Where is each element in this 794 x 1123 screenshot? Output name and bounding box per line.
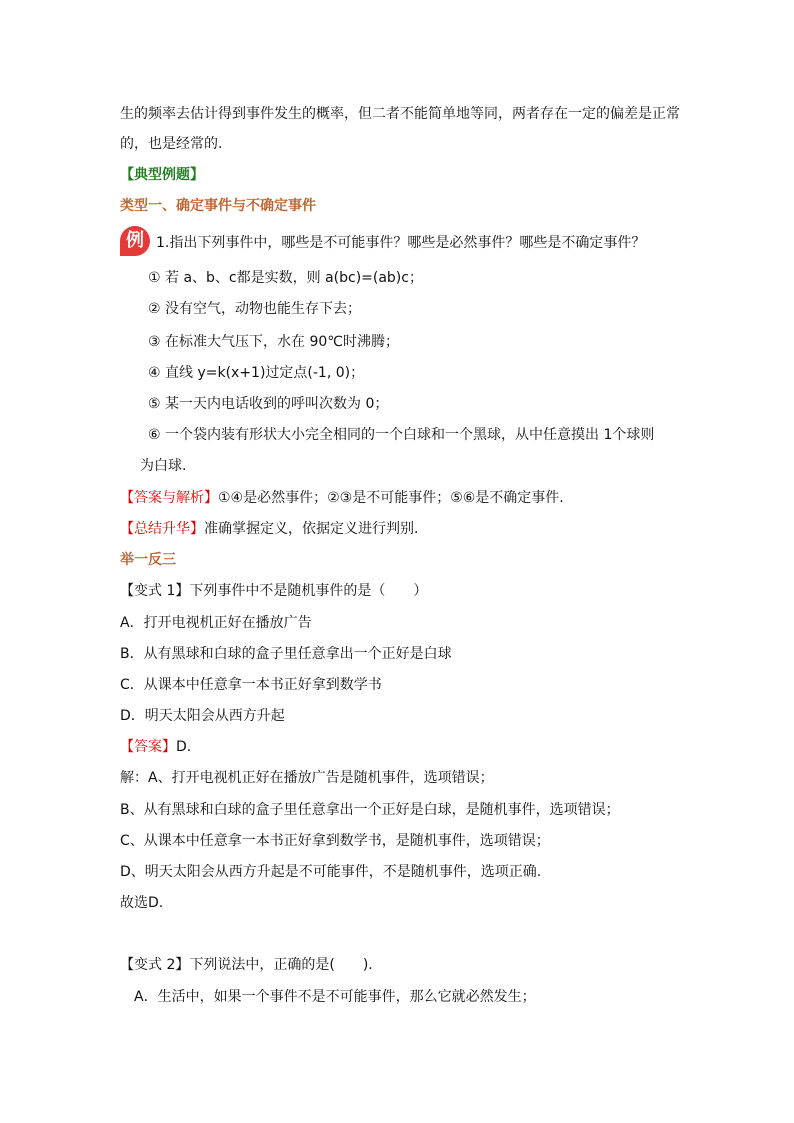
- variant1-answer-label: 【答案】: [120, 739, 176, 755]
- example-item-5: ⑤ 某一天内电话收到的呼叫次数为 0；: [148, 396, 389, 412]
- example-item-3: ③ 在标准大气压下，水在 90℃时沸腾；: [148, 334, 399, 350]
- variant1-answer: [120, 737, 191, 757]
- example-item-1: ① 若 a、b、c都是实数，则 a(bc)=(ab)c；: [148, 270, 423, 286]
- example-item-6-continued: 为白球.: [140, 458, 187, 474]
- variant1-solution-5: 故选D.: [120, 895, 164, 911]
- example-item-6: ⑥ 一个袋内装有形状大小完全相同的一个白球和一个黑球，从中任意摸出 1个球则: [148, 427, 655, 443]
- example-answer: [120, 488, 564, 508]
- summary-text: 准确掌握定义，依据定义进行判别.: [204, 521, 419, 537]
- intro-line-2: 的，也是经常的.: [120, 136, 223, 152]
- example-summary: [120, 519, 418, 539]
- variant2-question: 【变式 2】下列说法中，正确的是( ).: [120, 957, 373, 973]
- variant1-solution-4: D、明天太阳会从西方升起是不可能事件，不是随机事件，选项正确.: [120, 864, 542, 880]
- type1-heading: 类型一、确定事件与不确定事件: [120, 198, 316, 214]
- variant1-solution-2: B、从有黑球和白球的盒子里任意拿出一个正好是白球，是随机事件，选项错误；: [120, 802, 620, 818]
- jyfs-heading: 举一反三: [120, 552, 176, 568]
- variant1-option-a: A．打开电视机正好在播放广告: [120, 615, 312, 631]
- variant1-solution-1: 解：A、打开电视机正好在播放广告是随机事件，选项错误；: [120, 770, 494, 786]
- section-heading-typical: 【典型例题】: [120, 167, 204, 183]
- example-badge: 例: [120, 226, 150, 256]
- variant1-question: 【变式 1】下列事件中不是随机事件的是（ ）: [120, 583, 428, 599]
- variant1-option-c: C．从课本中任意拿一本书正好拿到数学书: [120, 677, 382, 693]
- summary-label: 【总结升华】: [120, 521, 204, 537]
- example-item-2: ② 没有空气，动物也能生存下去；: [148, 301, 362, 317]
- answer-label: 【答案与解析】: [120, 490, 218, 506]
- variant1-answer-text: D.: [176, 739, 192, 755]
- variant1-solution-3: C、从课本中任意拿一本书正好拿到数学书，是随机事件，选项错误；: [120, 833, 550, 849]
- variant2-option-a: A．生活中，如果一个事件不是不可能事件，那么它就必然发生；: [134, 989, 536, 1005]
- example-item-4: ④ 直线 y=k(x+1)过定点(-1, 0)；: [148, 365, 365, 381]
- example-question: 1.指出下列事件中，哪些是不可能事件？哪些是必然事件？哪些是不确定事件？: [156, 235, 646, 251]
- variant1-option-b: B．从有黑球和白球的盒子里任意拿出一个正好是白球: [120, 646, 452, 662]
- variant1-option-d: D．明天太阳会从西方升起: [120, 708, 285, 724]
- answer-text: ①④是必然事件；②③是不可能事件；⑤⑥是不确定事件.: [218, 490, 564, 506]
- intro-line-1: 生的频率去估计得到事件发生的概率，但二者不能简单地等同，两者存在一定的偏差是正常: [120, 106, 680, 122]
